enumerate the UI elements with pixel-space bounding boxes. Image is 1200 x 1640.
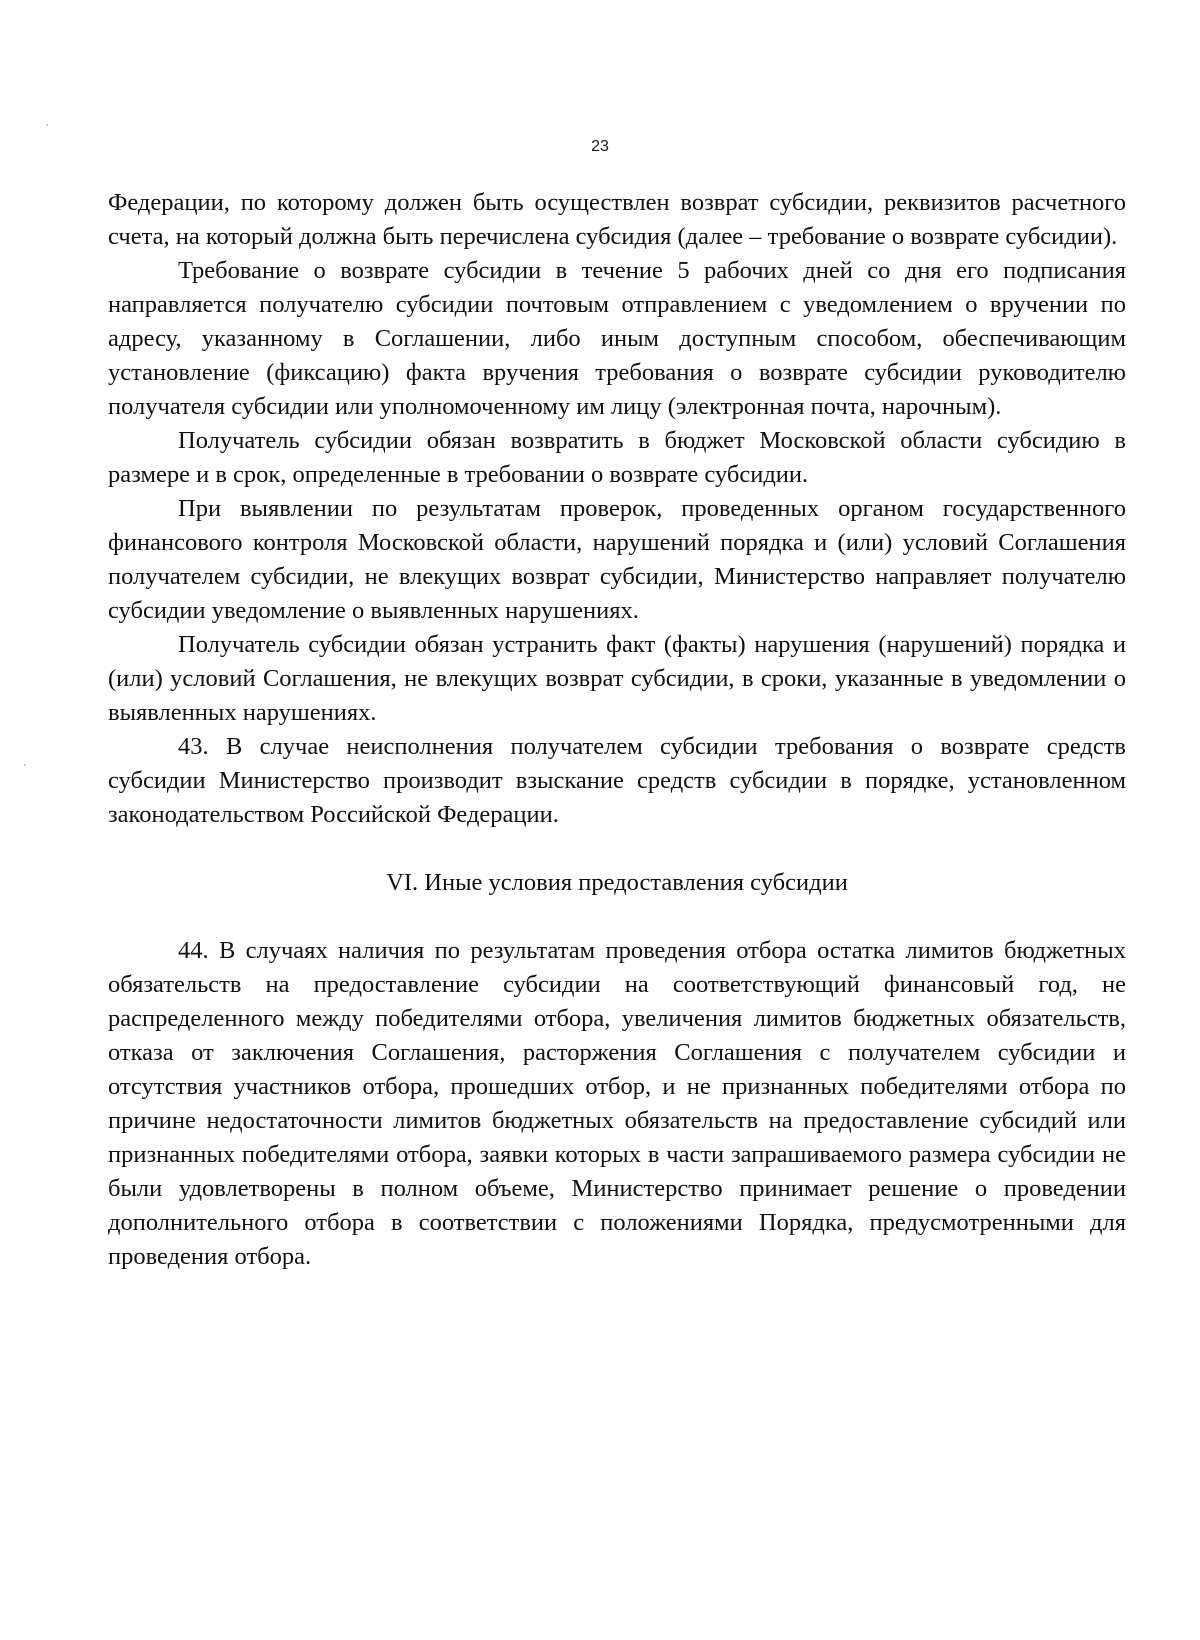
paragraph: Федерации, по которому должен быть осуществлен возврат субсидии, реквизитов расчетного счета, на который должна быть перечислена субсидия (далее – требование о возврате субсидии). (108, 189, 1126, 250)
document-body (108, 186, 1126, 1274)
page-number: 23 (591, 138, 609, 155)
section-v-continuation (108, 186, 1126, 832)
paragraph: Получатель субсидии обязан устранить факт (факты) нарушения (нарушений) порядка и (или) условий Соглашения, не влекущих возврат субсидии, в сроки, указанные в уведомлении о выявленных нарушениях. (108, 631, 1126, 726)
paragraph: Требование о возврате субсидии в течение 5 рабочих дней со дня его подписания направляется получателю субсидии почтовым отправлением с уведомлением о вручении по адресу, указанному в Соглашении, либо иным доступным способом, обеспечивающим установление (фиксацию) факта вручения требования о возврате субсидии руководителю получателя субсидии или уполномоченному им лицу (электронная почта, нарочным). (108, 257, 1126, 420)
paragraph-item-43: 43. В случае неисполнения получателем субсидии требования о возврате средств субсидии Министерство производит взыскание средств субсидии в порядке, установленном законодательством Российской Федерации. (108, 733, 1126, 828)
section-heading: VI. Иные условия предоставления субсидии (386, 869, 848, 896)
scan-speck (46, 124, 48, 126)
paragraph: При выявлении по результатам проверок, проведенных органом государственного финансового контроля Московской области, нарушений порядка и (или) условий Соглашения получателем субсидии, не влекущих возврат субсидии, Министерство направляет получателю субсидии уведомление о выявленных нарушениях. (108, 495, 1126, 624)
paragraph: Получатель субсидии обязан возвратить в бюджет Московской области субсидию в размере и в срок, определенные в требовании о возврате субсидии. (108, 427, 1126, 488)
section-vi-body (108, 934, 1126, 1274)
paragraph-item-44: 44. В случаях наличия по результатам проведения отбора остатка лимитов бюджетных обязательств на предоставление субсидии на соответствующий финансовый год, не распределенного между победителями отбора, увеличения лимитов бюджетных обязательств, отказа от заключения Соглашения, расторжения Соглашения с получателем субсидии и отсутствия участников отбора, прошедших отбор, и не признанных победителями отбора по причине недостаточности лимитов бюджетных обязательств на предоставление субсидий или признанных победителями отбора, заявки которых в части запрашиваемого размера субсидии не были удовлетворены в полном объеме, Министерство принимает решение о проведении дополнительного отбора в соответствии с положениями Порядка, предусмотренными для проведения отбора. (108, 937, 1126, 1270)
scan-speck (24, 764, 26, 766)
